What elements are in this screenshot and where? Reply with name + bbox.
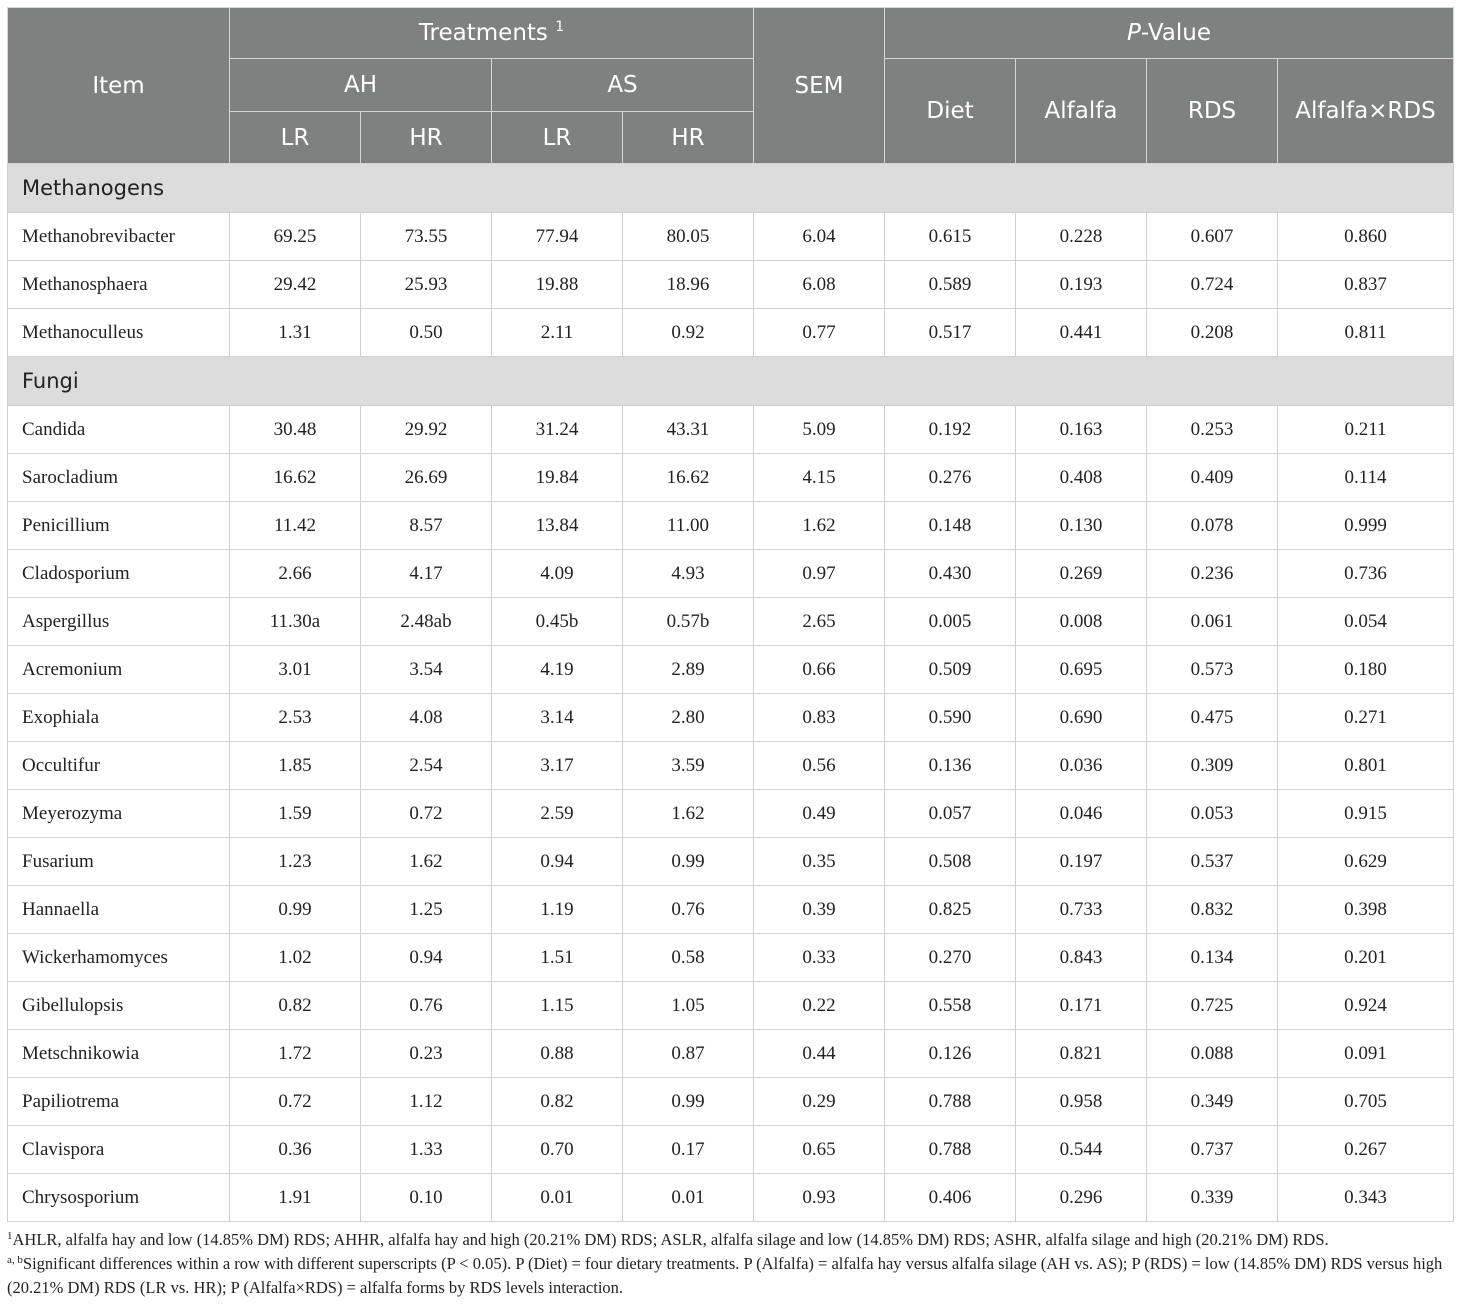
- cell-ah-hr: 2.54: [361, 742, 492, 790]
- cell-ah-hr: 25.93: [361, 261, 492, 309]
- footnote-1: [7, 1228, 1453, 1252]
- cell-as-hr: 2.89: [623, 646, 754, 694]
- cell-p-interaction: 0.343: [1278, 1174, 1454, 1222]
- cell-ah-hr: 2.48ab: [361, 598, 492, 646]
- cell-p-rds: 0.537: [1147, 838, 1278, 886]
- header-ah-lr: LR: [230, 112, 361, 164]
- cell-p-alfalfa: 0.821: [1016, 1030, 1147, 1078]
- cell-sem: 0.29: [754, 1078, 885, 1126]
- table-row: [8, 694, 1454, 742]
- table-container: [7, 7, 1453, 1300]
- header-treatments: [230, 8, 754, 59]
- header-as: AS: [492, 59, 754, 112]
- cell-as-hr: 0.76: [623, 886, 754, 934]
- cell-as-lr: 19.88: [492, 261, 623, 309]
- table-row: [8, 1174, 1454, 1222]
- cell-as-hr: 80.05: [623, 213, 754, 261]
- cell-ah-lr: 1.59: [230, 790, 361, 838]
- cell-as-lr: 0.94: [492, 838, 623, 886]
- cell-item: Wickerhamomyces: [8, 934, 230, 982]
- cell-ah-hr: 1.12: [361, 1078, 492, 1126]
- cell-as-hr: 43.31: [623, 406, 754, 454]
- cell-ah-lr: 1.72: [230, 1030, 361, 1078]
- cell-p-diet: 0.788: [885, 1126, 1016, 1174]
- cell-p-alfalfa: 0.171: [1016, 982, 1147, 1030]
- cell-p-interaction: 0.629: [1278, 838, 1454, 886]
- cell-ah-hr: 29.92: [361, 406, 492, 454]
- cell-ah-hr: 1.33: [361, 1126, 492, 1174]
- cell-item: Aspergillus: [8, 598, 230, 646]
- cell-as-lr: 77.94: [492, 213, 623, 261]
- cell-as-hr: 11.00: [623, 502, 754, 550]
- cell-ah-lr: 0.36: [230, 1126, 361, 1174]
- cell-ah-lr: 1.85: [230, 742, 361, 790]
- cell-p-interaction: 0.054: [1278, 598, 1454, 646]
- cell-item: Gibellulopsis: [8, 982, 230, 1030]
- cell-sem: 6.08: [754, 261, 885, 309]
- cell-sem: 0.33: [754, 934, 885, 982]
- cell-item: Methanoculleus: [8, 309, 230, 357]
- cell-p-alfalfa: 0.036: [1016, 742, 1147, 790]
- cell-ah-lr: 0.82: [230, 982, 361, 1030]
- cell-p-alfalfa: 0.193: [1016, 261, 1147, 309]
- table-row: [8, 1126, 1454, 1174]
- cell-ah-lr: 2.53: [230, 694, 361, 742]
- footnote-2-mark: [7, 1254, 23, 1266]
- cell-p-interaction: 0.860: [1278, 213, 1454, 261]
- cell-sem: 0.65: [754, 1126, 885, 1174]
- cell-ah-hr: 8.57: [361, 502, 492, 550]
- table-row: [8, 550, 1454, 598]
- cell-ah-hr: 0.50: [361, 309, 492, 357]
- cell-as-lr: 0.01: [492, 1174, 623, 1222]
- cell-as-hr: 0.87: [623, 1030, 754, 1078]
- cell-as-lr: 13.84: [492, 502, 623, 550]
- cell-p-rds: 0.349: [1147, 1078, 1278, 1126]
- section-title: Fungi: [8, 357, 1454, 406]
- table-row: [8, 790, 1454, 838]
- cell-p-rds: 0.725: [1147, 982, 1278, 1030]
- cell-sem: 0.56: [754, 742, 885, 790]
- table-row: [8, 309, 1454, 357]
- cell-as-hr: 1.05: [623, 982, 754, 1030]
- cell-p-rds: 0.409: [1147, 454, 1278, 502]
- cell-sem: 2.65: [754, 598, 885, 646]
- cell-p-interaction: 0.736: [1278, 550, 1454, 598]
- table-row: [8, 213, 1454, 261]
- data-table: [7, 7, 1454, 1222]
- table-row: [8, 454, 1454, 502]
- cell-p-diet: 0.430: [885, 550, 1016, 598]
- table-row: [8, 502, 1454, 550]
- cell-p-rds: 0.309: [1147, 742, 1278, 790]
- section-row: [8, 357, 1454, 406]
- cell-p-alfalfa: 0.843: [1016, 934, 1147, 982]
- cell-p-rds: 0.053: [1147, 790, 1278, 838]
- cell-as-lr: 2.11: [492, 309, 623, 357]
- cell-p-diet: 0.509: [885, 646, 1016, 694]
- cell-ah-hr: 4.08: [361, 694, 492, 742]
- footnote-2-mark-b: b: [17, 1254, 23, 1266]
- cell-p-rds: 0.061: [1147, 598, 1278, 646]
- footnotes: [7, 1228, 1453, 1300]
- cell-sem: 0.49: [754, 790, 885, 838]
- header-ah-hr: HR: [361, 112, 492, 164]
- table-row: [8, 1030, 1454, 1078]
- cell-item: Fusarium: [8, 838, 230, 886]
- table-row: [8, 838, 1454, 886]
- cell-ah-lr: 3.01: [230, 646, 361, 694]
- cell-p-diet: 0.148: [885, 502, 1016, 550]
- cell-p-rds: 0.253: [1147, 406, 1278, 454]
- cell-p-alfalfa: 0.296: [1016, 1174, 1147, 1222]
- cell-p-alfalfa: 0.958: [1016, 1078, 1147, 1126]
- cell-p-interaction: 0.705: [1278, 1078, 1454, 1126]
- cell-p-interaction: 0.267: [1278, 1126, 1454, 1174]
- cell-ah-lr: 11.42: [230, 502, 361, 550]
- header-as-lr: LR: [492, 112, 623, 164]
- cell-p-rds: 0.832: [1147, 886, 1278, 934]
- header-pvalue: [885, 8, 1454, 59]
- cell-p-diet: 0.590: [885, 694, 1016, 742]
- cell-as-lr: 31.24: [492, 406, 623, 454]
- cell-p-interaction: 0.114: [1278, 454, 1454, 502]
- cell-ah-lr: 30.48: [230, 406, 361, 454]
- cell-p-rds: 0.573: [1147, 646, 1278, 694]
- footnote-1-text: AHLR, alfalfa hay and low (14.85% DM) RDS; AHHR, alfalfa hay and high (20.21% DM) RDS; ASLR, alfalfa silage and low (14.85% DM) RDS; ASHR, alfalfa silage and high (20.21% DM) RDS.: [12, 1230, 1329, 1249]
- cell-item: Acremonium: [8, 646, 230, 694]
- cell-ah-hr: 73.55: [361, 213, 492, 261]
- cell-p-alfalfa: 0.130: [1016, 502, 1147, 550]
- cell-p-rds: 0.236: [1147, 550, 1278, 598]
- cell-as-hr: 2.80: [623, 694, 754, 742]
- cell-as-hr: 0.57b: [623, 598, 754, 646]
- cell-p-interaction: 0.837: [1278, 261, 1454, 309]
- cell-p-interaction: 0.801: [1278, 742, 1454, 790]
- cell-item: Chrysosporium: [8, 1174, 230, 1222]
- cell-p-diet: 0.558: [885, 982, 1016, 1030]
- cell-ah-hr: 0.94: [361, 934, 492, 982]
- cell-ah-lr: 0.72: [230, 1078, 361, 1126]
- header-interaction: Alfalfa×RDS: [1278, 59, 1454, 164]
- cell-ah-hr: 0.72: [361, 790, 492, 838]
- cell-ah-lr: 11.30a: [230, 598, 361, 646]
- cell-item: Penicillium: [8, 502, 230, 550]
- cell-sem: 1.62: [754, 502, 885, 550]
- cell-ah-hr: 0.23: [361, 1030, 492, 1078]
- cell-p-diet: 0.126: [885, 1030, 1016, 1078]
- footnote-2: [7, 1252, 1453, 1300]
- cell-p-alfalfa: 0.197: [1016, 838, 1147, 886]
- header-sem: SEM: [754, 8, 885, 164]
- cell-as-hr: 3.59: [623, 742, 754, 790]
- cell-item: Clavispora: [8, 1126, 230, 1174]
- cell-sem: 0.77: [754, 309, 885, 357]
- cell-p-diet: 0.517: [885, 309, 1016, 357]
- cell-item: Methanosphaera: [8, 261, 230, 309]
- cell-p-rds: 0.475: [1147, 694, 1278, 742]
- cell-as-hr: 0.58: [623, 934, 754, 982]
- table-body: [8, 164, 1454, 1222]
- footnote-1-mark: 1: [7, 1230, 13, 1242]
- cell-p-rds: 0.134: [1147, 934, 1278, 982]
- cell-as-hr: 16.62: [623, 454, 754, 502]
- cell-p-rds: 0.208: [1147, 309, 1278, 357]
- header-diet: Diet: [885, 59, 1016, 164]
- cell-ah-lr: 1.91: [230, 1174, 361, 1222]
- cell-sem: 0.35: [754, 838, 885, 886]
- cell-p-alfalfa: 0.690: [1016, 694, 1147, 742]
- cell-p-rds: 0.737: [1147, 1126, 1278, 1174]
- cell-sem: 0.22: [754, 982, 885, 1030]
- cell-p-interaction: 0.211: [1278, 406, 1454, 454]
- cell-p-alfalfa: 0.408: [1016, 454, 1147, 502]
- header-treatments-label: Treatments: [418, 20, 548, 46]
- cell-as-lr: 3.17: [492, 742, 623, 790]
- cell-as-lr: 4.19: [492, 646, 623, 694]
- cell-p-diet: 0.057: [885, 790, 1016, 838]
- cell-ah-lr: 2.66: [230, 550, 361, 598]
- cell-p-diet: 0.508: [885, 838, 1016, 886]
- footnote-2-text: Significant differences within a row with different superscripts (P < 0.05). P (Diet) = four dietary treatments. P (Alfalfa) = alfalfa hay versus alfalfa silage (AH vs. AS); P (RDS) = low (14.85% DM) RDS versus high (20.21% DM) RDS (LR vs. HR); P (Alfalfa×RDS) = alfalfa forms by RDS levels interaction.: [7, 1254, 1443, 1297]
- cell-ah-hr: 4.17: [361, 550, 492, 598]
- cell-as-lr: 0.82: [492, 1078, 623, 1126]
- cell-as-hr: 0.99: [623, 1078, 754, 1126]
- cell-p-alfalfa: 0.733: [1016, 886, 1147, 934]
- cell-as-lr: 3.14: [492, 694, 623, 742]
- cell-as-lr: 1.15: [492, 982, 623, 1030]
- cell-item: Meyerozyma: [8, 790, 230, 838]
- header-item: Item: [8, 8, 230, 164]
- table-row: [8, 261, 1454, 309]
- table-row: [8, 646, 1454, 694]
- cell-ah-lr: 16.62: [230, 454, 361, 502]
- header-ah: AH: [230, 59, 492, 112]
- cell-p-interaction: 0.811: [1278, 309, 1454, 357]
- section-title: Methanogens: [8, 164, 1454, 213]
- cell-item: Hannaella: [8, 886, 230, 934]
- cell-ah-lr: 0.99: [230, 886, 361, 934]
- cell-p-diet: 0.270: [885, 934, 1016, 982]
- cell-p-diet: 0.005: [885, 598, 1016, 646]
- cell-ah-lr: 1.31: [230, 309, 361, 357]
- cell-p-rds: 0.088: [1147, 1030, 1278, 1078]
- cell-p-rds: 0.339: [1147, 1174, 1278, 1222]
- cell-item: Exophiala: [8, 694, 230, 742]
- cell-ah-hr: 3.54: [361, 646, 492, 694]
- cell-ah-hr: 0.76: [361, 982, 492, 1030]
- cell-p-diet: 0.276: [885, 454, 1016, 502]
- cell-sem: 6.04: [754, 213, 885, 261]
- cell-p-alfalfa: 0.269: [1016, 550, 1147, 598]
- cell-p-diet: 0.589: [885, 261, 1016, 309]
- cell-p-interaction: 0.091: [1278, 1030, 1454, 1078]
- table-row: [8, 406, 1454, 454]
- cell-item: Sarocladium: [8, 454, 230, 502]
- cell-p-rds: 0.724: [1147, 261, 1278, 309]
- cell-as-hr: 18.96: [623, 261, 754, 309]
- table-row: [8, 598, 1454, 646]
- cell-p-interaction: 0.180: [1278, 646, 1454, 694]
- cell-sem: 0.39: [754, 886, 885, 934]
- cell-p-rds: 0.078: [1147, 502, 1278, 550]
- cell-sem: 0.97: [754, 550, 885, 598]
- cell-p-alfalfa: 0.228: [1016, 213, 1147, 261]
- table-row: [8, 742, 1454, 790]
- cell-p-interaction: 0.924: [1278, 982, 1454, 1030]
- cell-p-alfalfa: 0.163: [1016, 406, 1147, 454]
- cell-as-lr: 2.59: [492, 790, 623, 838]
- cell-p-diet: 0.136: [885, 742, 1016, 790]
- cell-ah-hr: 1.62: [361, 838, 492, 886]
- cell-ah-hr: 0.10: [361, 1174, 492, 1222]
- header-alfalfa: Alfalfa: [1016, 59, 1147, 164]
- header-pvalue-rest: -Value: [1140, 20, 1211, 46]
- cell-ah-lr: 29.42: [230, 261, 361, 309]
- cell-as-lr: 4.09: [492, 550, 623, 598]
- cell-sem: 4.15: [754, 454, 885, 502]
- header-as-hr: HR: [623, 112, 754, 164]
- cell-as-hr: 0.01: [623, 1174, 754, 1222]
- cell-p-alfalfa: 0.695: [1016, 646, 1147, 694]
- cell-p-interaction: 0.915: [1278, 790, 1454, 838]
- table-row: [8, 886, 1454, 934]
- header-pvalue-p: P: [1127, 20, 1141, 46]
- cell-as-lr: 0.88: [492, 1030, 623, 1078]
- cell-sem: 0.93: [754, 1174, 885, 1222]
- cell-sem: 0.83: [754, 694, 885, 742]
- section-row: [8, 164, 1454, 213]
- cell-item: Occultifur: [8, 742, 230, 790]
- cell-item: Candida: [8, 406, 230, 454]
- table-row: [8, 982, 1454, 1030]
- cell-as-hr: 1.62: [623, 790, 754, 838]
- cell-p-interaction: 0.398: [1278, 886, 1454, 934]
- cell-p-diet: 0.825: [885, 886, 1016, 934]
- cell-as-lr: 1.51: [492, 934, 623, 982]
- cell-as-lr: 0.45b: [492, 598, 623, 646]
- cell-p-diet: 0.615: [885, 213, 1016, 261]
- cell-as-lr: 0.70: [492, 1126, 623, 1174]
- cell-item: Metschnikowia: [8, 1030, 230, 1078]
- cell-as-hr: 0.99: [623, 838, 754, 886]
- cell-as-hr: 0.17: [623, 1126, 754, 1174]
- cell-p-rds: 0.607: [1147, 213, 1278, 261]
- cell-item: Cladosporium: [8, 550, 230, 598]
- header-rds: RDS: [1147, 59, 1278, 164]
- cell-p-diet: 0.788: [885, 1078, 1016, 1126]
- footnote-2-mark-a: a,: [7, 1254, 18, 1266]
- cell-item: Methanobrevibacter: [8, 213, 230, 261]
- cell-p-alfalfa: 0.544: [1016, 1126, 1147, 1174]
- table-row: [8, 934, 1454, 982]
- cell-p-diet: 0.406: [885, 1174, 1016, 1222]
- cell-p-diet: 0.192: [885, 406, 1016, 454]
- cell-p-alfalfa: 0.046: [1016, 790, 1147, 838]
- cell-p-alfalfa: 0.441: [1016, 309, 1147, 357]
- cell-p-interaction: 0.271: [1278, 694, 1454, 742]
- cell-sem: 0.66: [754, 646, 885, 694]
- cell-as-lr: 1.19: [492, 886, 623, 934]
- cell-sem: 5.09: [754, 406, 885, 454]
- cell-as-hr: 4.93: [623, 550, 754, 598]
- cell-ah-lr: 1.02: [230, 934, 361, 982]
- cell-as-hr: 0.92: [623, 309, 754, 357]
- cell-ah-lr: 69.25: [230, 213, 361, 261]
- cell-ah-hr: 26.69: [361, 454, 492, 502]
- table-row: [8, 1078, 1454, 1126]
- cell-p-interaction: 0.999: [1278, 502, 1454, 550]
- cell-p-alfalfa: 0.008: [1016, 598, 1147, 646]
- header-treatments-footnote-mark: 1: [555, 19, 565, 35]
- cell-sem: 0.44: [754, 1030, 885, 1078]
- cell-as-lr: 19.84: [492, 454, 623, 502]
- table-header: [8, 8, 1454, 164]
- cell-p-interaction: 0.201: [1278, 934, 1454, 982]
- cell-ah-hr: 1.25: [361, 886, 492, 934]
- cell-item: Papiliotrema: [8, 1078, 230, 1126]
- cell-ah-lr: 1.23: [230, 838, 361, 886]
